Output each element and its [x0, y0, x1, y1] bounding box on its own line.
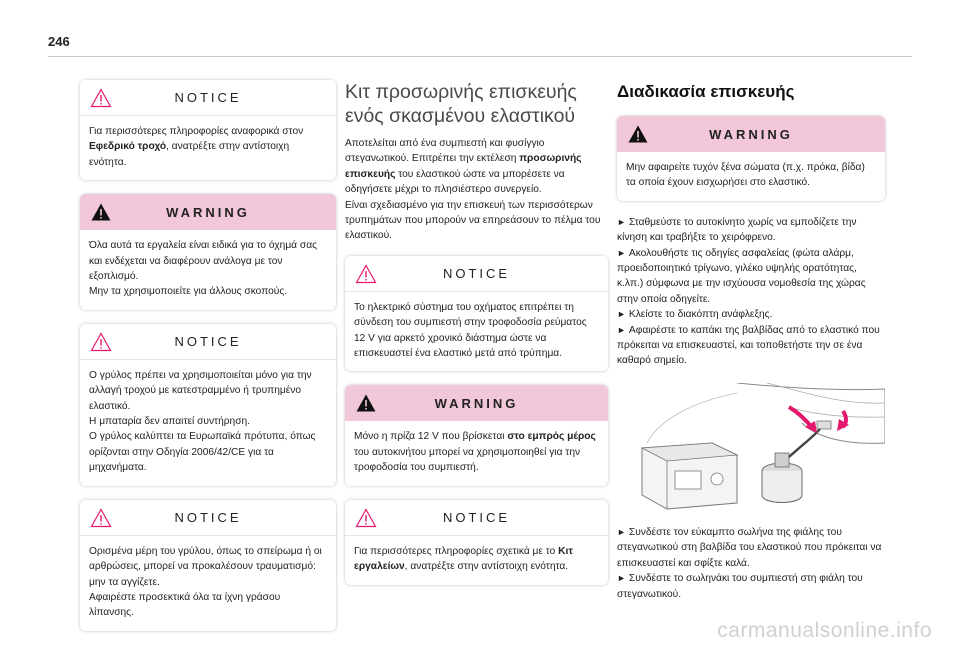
warning-header	[617, 116, 885, 152]
intro-text: Είναι σχεδιασμένο για την επισκευή των περισσότερων τρυπημάτων που μπορούν να επηρεάσουν το πέλμα του ελαστικού.	[345, 199, 601, 242]
warning-body	[80, 230, 336, 310]
notice-text: Η μπαταρία δεν απαιτεί συντήρηση.	[89, 416, 250, 428]
page-number: 246	[48, 34, 70, 49]
warning-triangle-icon	[90, 202, 112, 222]
notice-title: NOTICE	[174, 90, 242, 105]
warning-title: WARNING	[709, 126, 793, 142]
notice-text: Για περισσότερες πληροφορίες αναφορικά στον	[89, 126, 304, 137]
notice-text: Αφαιρέστε προσεκτικά όλα τα ίχνη γράσου λίπανσης.	[89, 591, 281, 619]
warning-box-tools	[80, 194, 336, 310]
section-title-repair-kit: Κιτ προσωρινής επισκευής ενός σκασμένου ελαστικού	[345, 81, 577, 127]
warning-header	[345, 385, 608, 421]
notice-text: Ορισμένα μέρη του γρύλου, όπως το σπείρωμα ή οι αρθρώσεις, μπορεί να προκαλέσουν τραυματισμό: μην τα αγγίζετε.	[89, 545, 322, 588]
step-item	[617, 307, 885, 322]
notice-header	[345, 256, 608, 292]
step-item	[617, 525, 885, 571]
notice-title: NOTICE	[442, 509, 511, 525]
arrow-icon: ►	[617, 526, 626, 537]
column-3	[617, 80, 885, 602]
steps-bottom	[617, 525, 885, 602]
step-text: Αφαιρέστε το καπάκι της βαλβίδας από το ελαστικό που πρόκειται να επισκευαστεί, και τοποθετήστε την σε ένα καθαρό σημείο.	[617, 324, 880, 367]
step-text: Κλείστε το διακόπτη ανάφλεξης.	[628, 309, 773, 321]
warning-text: Όλα αυτά τα εργαλεία είναι ειδικά για το όχημά σας και ενδέχεται να διαφέρουν ανάλογα με τον εξοπλισμό.	[89, 240, 317, 283]
warning-title: WARNING	[166, 204, 250, 220]
notice-box-jack-parts	[80, 500, 336, 631]
notice-triangle-icon	[90, 88, 112, 108]
intro-text-bold: προσωρινής επισκευής	[345, 153, 582, 180]
notice-title: NOTICE	[442, 265, 511, 281]
step-text: Ακολουθήστε τις οδηγίες ασφαλείας (φώτα αλάρμ, προειδοποιητικό τρίγωνο, γιλέκο υψηλής ορατότητας, κ.λπ.) σύμφωνα με την ισχύουσα νομοθεσία της χώρας στην οποία οδηγείτε.	[617, 247, 866, 305]
notice-box-toolkit	[345, 500, 608, 585]
intro-paragraph	[345, 136, 608, 244]
arrow-icon: ►	[617, 573, 626, 584]
notice-title: NOTICE	[174, 333, 242, 349]
column-1	[80, 80, 336, 645]
column-2	[345, 80, 608, 599]
step-item	[617, 215, 885, 246]
section-title-repair-procedure: Διαδικασία επισκευής	[617, 82, 795, 101]
notice-text-bold: Κιτ εργαλείων	[354, 545, 573, 573]
warning-triangle-icon	[355, 393, 377, 413]
warning-text: του αυτοκινήτου μπορεί να χρησιμοποιηθεί για την τροφοδοσία του συμπιεστή.	[354, 446, 581, 474]
step-text: Συνδέστε τον εύκαμπτο σωλήνα της φιάλης του στεγανωτικού στη βαλβίδα του ελαστικού που πρόκειται να επισκευαστεί και σφίξτε καλά.	[617, 526, 882, 569]
notice-body	[80, 536, 336, 631]
notice-box-12v	[345, 256, 608, 372]
notice-text: Ο γρύλος καλύπτει τα Ευρωπαϊκά πρότυπα, όπως ορίζονται στην Οδηγία 2006/42/CE για τα μηχανήματα.	[89, 431, 316, 474]
warning-title: WARNING	[434, 395, 519, 411]
notice-text: , ανατρέξτε στην αντίστοιχη ενότητα.	[89, 141, 290, 168]
step-item	[617, 246, 885, 308]
repair-kit-illustration	[617, 383, 885, 513]
intro-text: Αποτελείται από ένα συμπιεστή και φυσίγγιο στεγανωτικού. Επιτρέπει την εκτέλεση	[345, 138, 545, 165]
notice-text: Ο γρύλος πρέπει να χρησιμοποιείται μόνο για την αλλαγή τροχού με κατεστραμμένο ή τρυπημένο ελαστικό.	[89, 369, 312, 412]
warning-text: Μόνο η πρίζα 12 V που βρίσκεται	[354, 431, 508, 443]
step-text: Συνδέστε το σωληνάκι του συμπιεστή στη φιάλη του στεγανωτικού.	[617, 573, 863, 600]
warning-text: Μην τα χρησιμοποιείτε για άλλους σκοπούς.	[89, 286, 288, 298]
notice-box-jack	[80, 324, 336, 486]
notice-body	[80, 360, 336, 486]
notice-triangle-icon	[90, 508, 112, 528]
notice-body	[345, 536, 608, 585]
arrow-icon: ►	[617, 216, 626, 227]
notice-text: , ανατρέξτε στην αντίστοιχη ενότητα.	[404, 561, 569, 573]
step-text: Σταθμεύστε το αυτοκίνητο χωρίς να εμποδίζετε την κίνηση και τραβήξτε το χειρόφρενο.	[617, 216, 857, 244]
top-rule	[48, 56, 912, 57]
notice-text: Για περισσότερες πληροφορίες σχετικά με το	[354, 545, 559, 557]
step-item	[617, 571, 885, 602]
warning-body	[617, 152, 885, 201]
warning-box-socket	[345, 385, 608, 485]
warning-body	[345, 421, 608, 485]
notice-triangle-icon	[90, 332, 112, 352]
notice-text: Το ηλεκτρικό σύστημα του οχήματος επιτρέπει τη σύνδεση του συμπιεστή στην τροφοδοσία ρεύματος 12 V για αρκετό χρονικό διάστημα ώστε να επισκευαστεί ένα ελαστικό μετά από τρύπημα.	[354, 301, 587, 360]
warning-triangle-icon	[627, 124, 649, 144]
compressor-sealant-drawing	[617, 383, 885, 513]
notice-body	[80, 116, 336, 180]
intro-text: του ελαστικού ώστε να μπορέσετε να οδηγήσετε μέχρι το πλησιέστερο συνεργείο.	[345, 168, 565, 196]
notice-triangle-icon	[355, 508, 377, 528]
step-item	[617, 323, 885, 369]
warning-text: Μην αφαιρείτε τυχόν ξένα σώματα (π.χ. πρόκα, βίδα) τα οποία έχουν εισχωρήσει στο ελαστικό.	[626, 162, 865, 189]
arrow-icon: ►	[617, 247, 626, 258]
warning-text-bold: στο εμπρός μέρος	[507, 431, 596, 443]
warning-box-foreign-bodies	[617, 116, 885, 201]
notice-header	[345, 500, 608, 536]
arrow-icon: ►	[617, 309, 626, 320]
notice-title: NOTICE	[174, 509, 242, 525]
notice-box-spare-wheel	[80, 80, 336, 180]
notice-body	[345, 292, 608, 372]
notice-text-bold: Εφεδρικό τροχό	[89, 141, 167, 153]
watermark: carmanualsonline.info	[717, 619, 932, 642]
notice-header	[80, 500, 336, 536]
notice-header	[80, 80, 336, 116]
notice-header	[80, 324, 336, 360]
steps-top	[617, 215, 885, 369]
notice-triangle-icon	[355, 264, 377, 284]
arrow-icon: ►	[617, 324, 626, 335]
warning-header	[80, 194, 336, 230]
